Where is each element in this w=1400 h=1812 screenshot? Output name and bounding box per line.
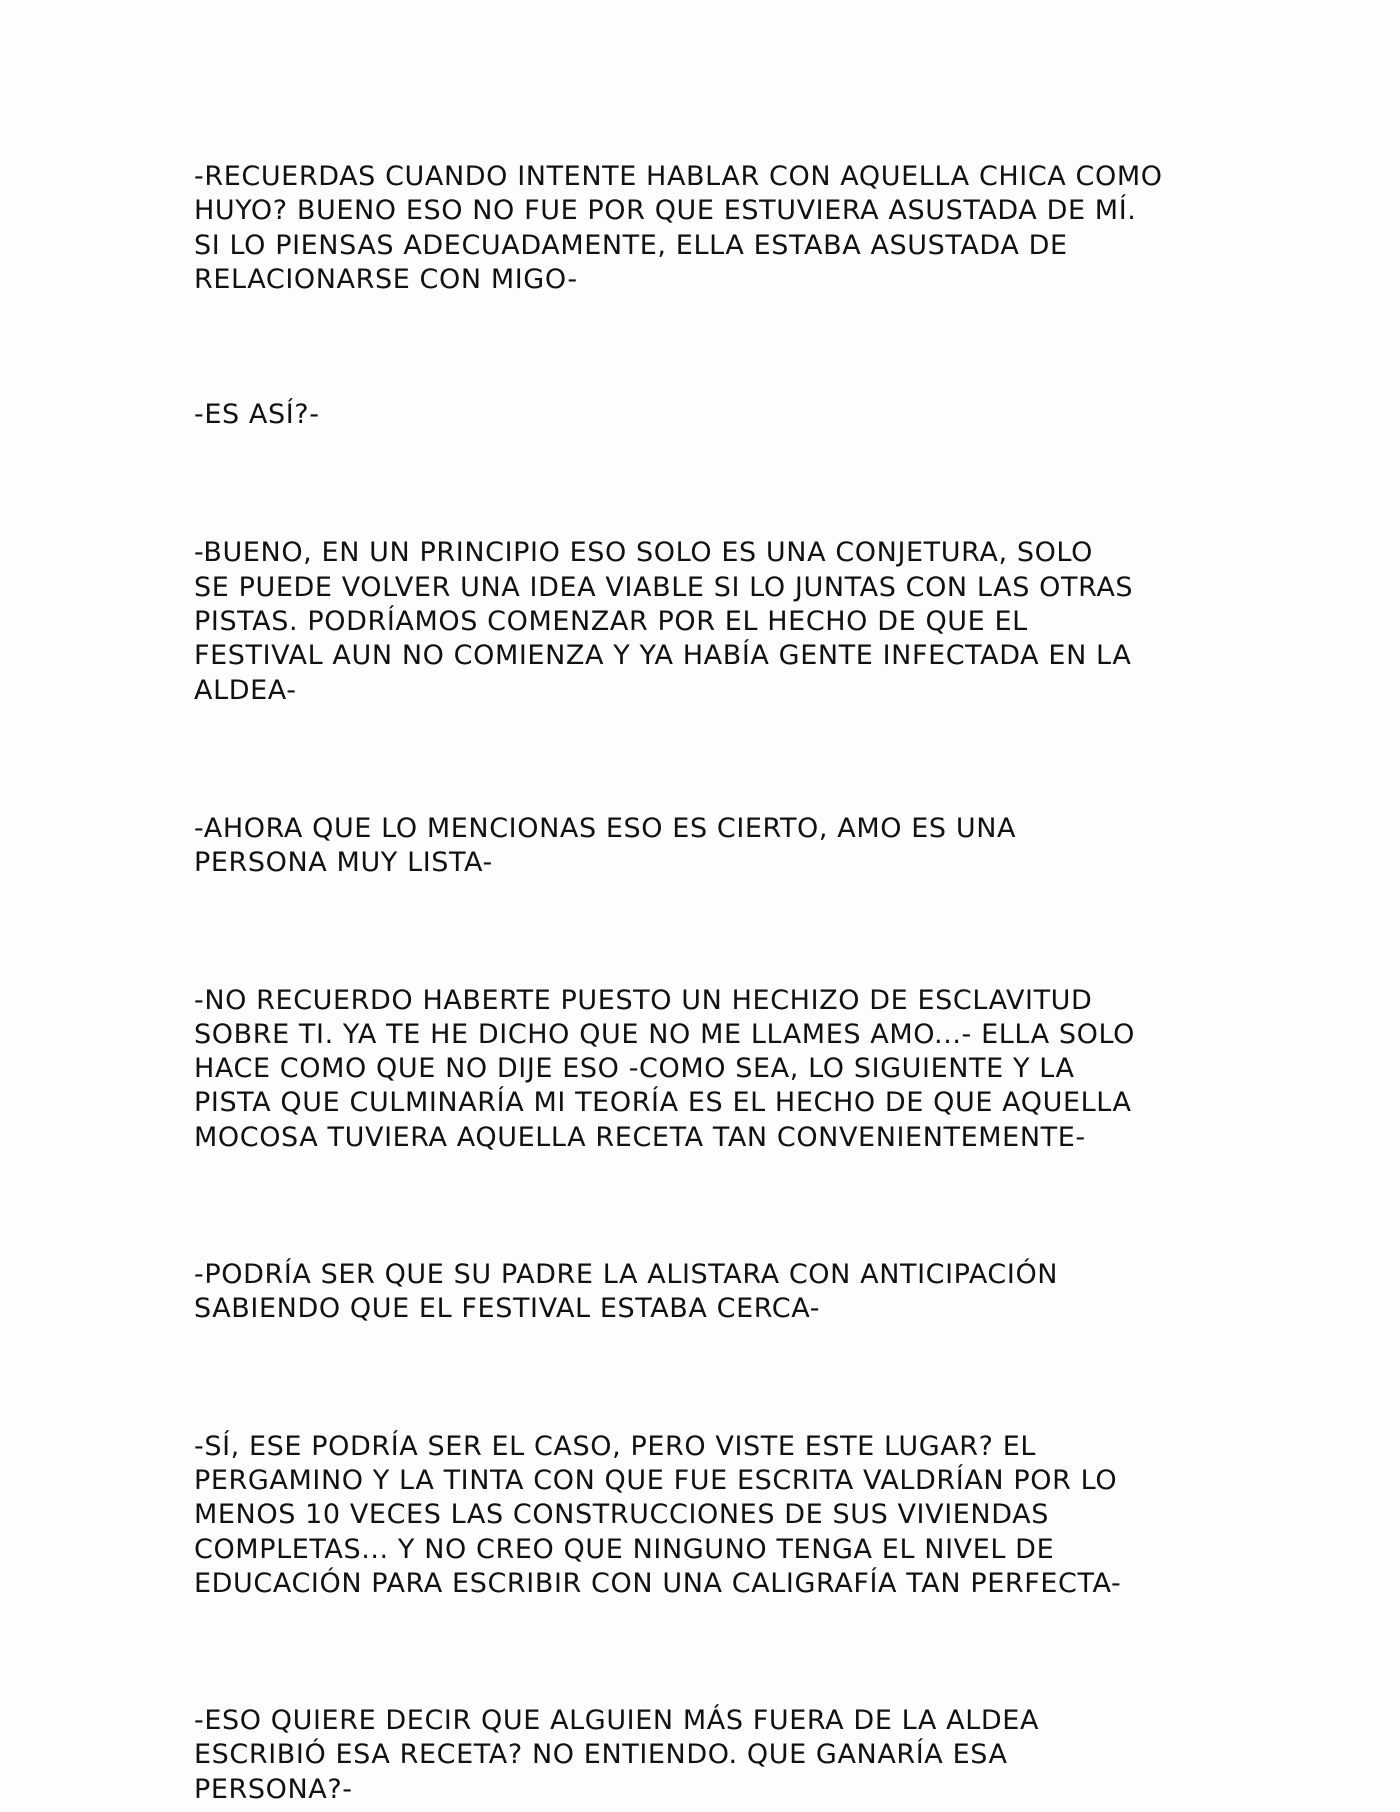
dialogue-paragraph: -AHORA QUE LO MENCIONAS ESO ES CIERTO, AMO ES UNA PERSONA MUY LISTA-	[194, 812, 1017, 879]
dialogue-paragraph: -BUENO, EN UN PRINCIPIO ESO SOLO ES UNA CONJETURA, SOLO SE PUEDE VOLVER UNA IDEA VIABLE SI LO JUNTAS CON LAS OTRAS PISTAS. PODRÍAMOS COMENZAR POR EL HECHO DE QUE EL FESTIVAL AUN NO COMIENZA Y YA HABÍA GENTE INFECTADA EN LA ALDEA-	[194, 537, 1134, 706]
dialogue-paragraph: -ES ASÍ?-	[194, 399, 320, 431]
dialogue-paragraph: -NO RECUERDO HABERTE PUESTO UN HECHIZO DE ESCLAVITUD SOBRE TI. YA TE HE DICHO QUE NO ME LLAMES AMO...- ELLA SOLO HACE COMO QUE NO DIJE ESO -COMO SEA, LO SIGUIENTE Y LA PISTA QUE CULMINARÍA MI TEORÍA ES EL HECHO DE QUE AQUELLA MOCOSA TUVIERA AQUELLA RECETA TAN CONVENIENTEMENTE-	[194, 984, 1136, 1153]
dialogue-paragraph: -ESO QUIERE DECIR QUE ALGUIEN MÁS FUERA DE LA ALDEA ESCRIBIÓ ESA RECETA? NO ENTIENDO. QUE GANARÍA ESA PERSONA?-	[194, 1705, 1040, 1805]
dialogue-paragraph: -RECUERDAS CUANDO INTENTE HABLAR CON AQUELLA CHICA COMO HUYO? BUENO ESO NO FUE POR QUE ESTUVIERA ASUSTADA DE MÍ. SI LO PIENSAS ADECUADAMENTE, ELLA ESTABA ASUSTADA DE RELACIONARSE CON MIGO-	[194, 161, 1163, 295]
dialogue-text-column	[194, 160, 1224, 1807]
dialogue-paragraph: -PODRÍA SER QUE SU PADRE LA ALISTARA CON ANTICIPACIÓN SABIENDO QUE EL FESTIVAL ESTABA CERCA-	[194, 1259, 1059, 1325]
dialogue-paragraph: -SÍ, ESE PODRÍA SER EL CASO, PERO VISTE ESTE LUGAR? EL PERGAMINO Y LA TINTA CON QUE FUE ESCRITA VALDRÍAN POR LO MENOS 10 VECES LAS CONSTRUCCIONES DE SUS VIVIENDAS COMPLETAS... Y NO CREO QUE NINGUNO TENGA EL NIVEL DE EDUCACIÓN PARA ESCRIBIR CON UNA CALIGRAFÍA TAN PERFECTA-	[194, 1430, 1122, 1599]
